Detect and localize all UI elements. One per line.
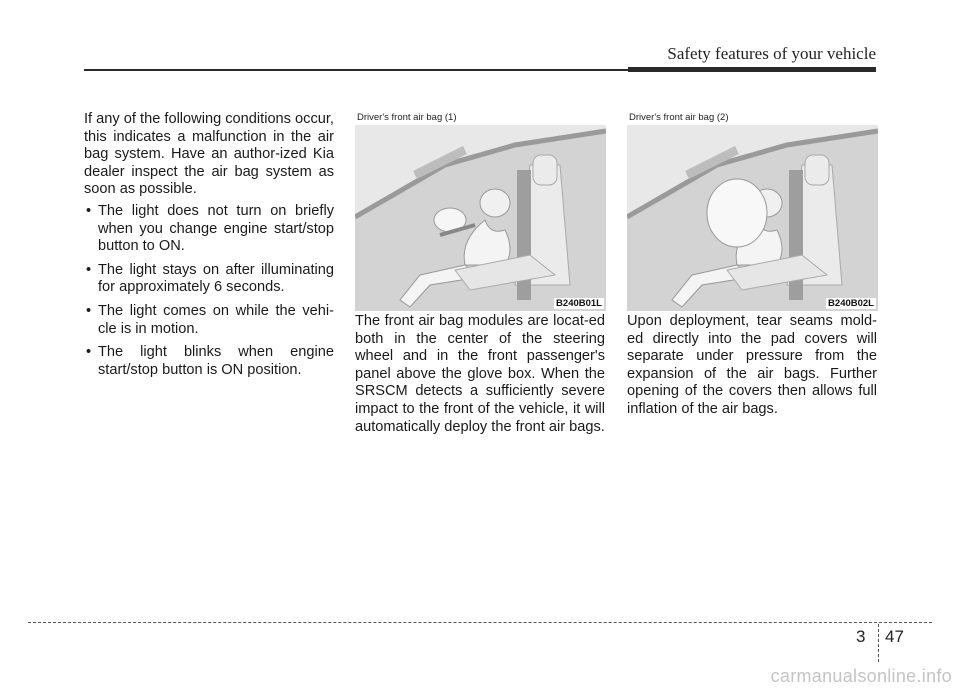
watermark: carmanualsonline.info [770, 666, 952, 686]
list-item [84, 303, 334, 338]
driver-airbag-deployed-illustration [627, 125, 878, 311]
airbag-illustration [627, 125, 878, 311]
figure-airbag-2 [627, 112, 878, 311]
figure-caption: Driver's front air bag (2) [629, 112, 729, 123]
bullet-marker: • [86, 344, 92, 361]
airbag-location-paragraph: The front air bag modules are locat-ed both in the center of the steering wheel and in the front passenger's panel above the glove box. When the SRSCM detects a sufficiently severe impact to the front of the vehicle, it will automatically deploy the front air bags. [355, 313, 605, 435]
page-number: 47 [885, 627, 904, 646]
figure-code: B240B02L [828, 298, 874, 309]
airbag-illustration [355, 125, 606, 311]
bullet-marker: • [86, 302, 92, 319]
list-item-text: The light blinks when engine start/stop button is ON position. [98, 344, 334, 378]
bullet-marker: • [86, 261, 92, 278]
list-item-text: The light does not turn on briefly when you change engine start/stop button to ON. [98, 202, 334, 255]
header-title: Safety features of your vehicle [667, 44, 876, 63]
list-item-text: The light stays on after illuminating for approximately 6 seconds. [98, 261, 334, 296]
header-rule-accent [628, 67, 876, 72]
list-item [84, 344, 334, 379]
bullet-marker: • [86, 202, 92, 219]
figure-airbag-1 [355, 112, 606, 311]
list-item-text: The light comes on while the vehi-cle is in motion. [98, 302, 334, 337]
list-item [84, 203, 334, 256]
figure-caption: Driver's front air bag (1) [357, 112, 457, 123]
right-column [627, 313, 877, 419]
list-item [84, 262, 334, 297]
figure-code: B240B01L [556, 298, 602, 309]
footer-divider [878, 624, 879, 662]
section-number: 3 [856, 627, 866, 646]
malfunction-list [84, 203, 334, 379]
deployment-paragraph: Upon deployment, tear seams mold-ed directly into the pad covers will separate under pressure from the expansion of the air bags. Further opening of the covers then allows full inflation of the air bags. [627, 313, 877, 417]
driver-airbag-illustration [355, 125, 606, 311]
middle-column [355, 313, 605, 436]
intro-paragraph: If any of the following conditions occur, this indicates a malfunction in the air bag system. Have an author-ized Kia dealer inspect the air bag system as soon as possible. [84, 111, 334, 198]
left-column [84, 111, 334, 385]
footer-rule [28, 622, 932, 623]
